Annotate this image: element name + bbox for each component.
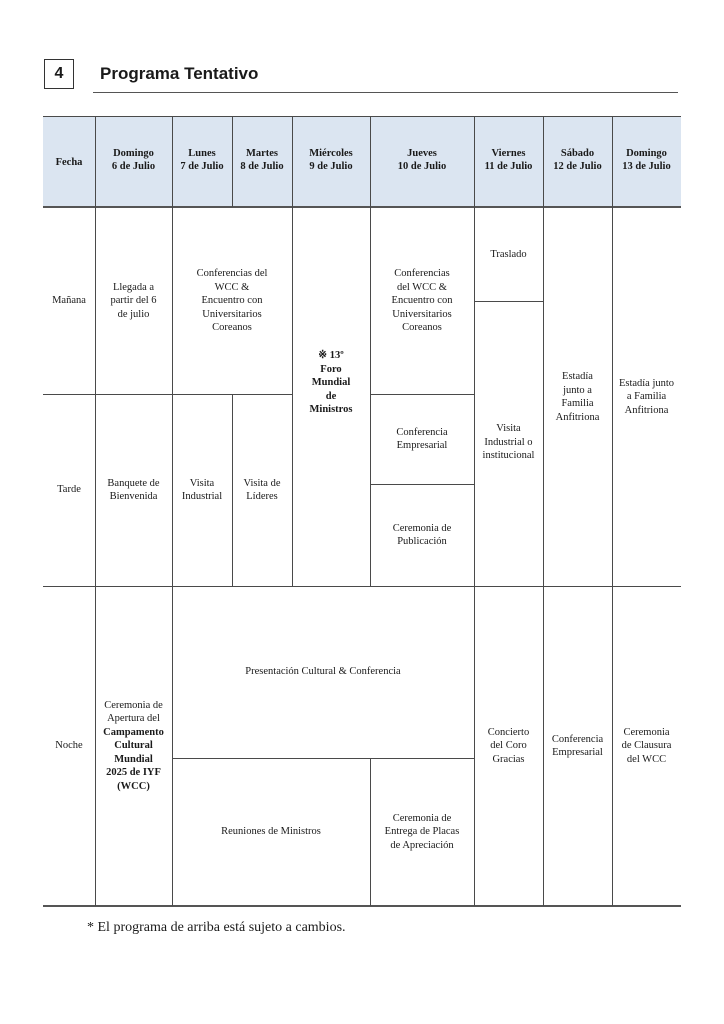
cell-sabado-conferencia: Conferencia Empresarial: [551, 733, 604, 758]
cell-martes-tarde: Visita de Líderes: [243, 477, 281, 502]
apertura-text: Ceremonia de Apertura del: [104, 699, 163, 725]
col-line-7: [543, 117, 544, 906]
header-viernes-11: Viernes 11 de Julio: [484, 148, 533, 172]
cell-jueves-manana: Conferencias del WCC & Encuentro con Universitarios Coreanos: [391, 268, 453, 334]
header-domingo-13: Domingo 13 de Julio: [622, 148, 671, 172]
cell-lunes-martes-manana: Conferencias del WCC & Encuentro con Universitarios Coreanos: [196, 268, 268, 334]
col-line-2: [172, 117, 173, 906]
row-divider-manana-tarde-b: [370, 394, 474, 395]
cell-viernes-traslado: Traslado: [490, 248, 527, 260]
cell-presentacion-cultural: Presentación Cultural & Conferencia: [245, 666, 401, 678]
cell-miercoles-foro: ※ 13º Foro Mundial de Ministros: [309, 350, 353, 416]
cell-domingo6-manana: Llegada a partir del 6 de julio: [110, 281, 157, 320]
header-domingo-6: Domingo 6 de Julio: [111, 148, 156, 172]
footnote: * El programa de arriba está sujeto a cambios.: [87, 920, 346, 935]
row-label-tarde: Tarde: [57, 484, 81, 496]
header-miercoles-9: Miércoles 9 de Julio: [309, 148, 353, 172]
cell-jueves-placas: Ceremonia de Entrega de Placas de Apreciación: [384, 812, 460, 851]
row-label-noche: Noche: [55, 740, 83, 752]
col-line-1: [95, 117, 96, 906]
col-line-6: [474, 117, 475, 906]
col-line-3-tarde: [232, 394, 233, 586]
divider-viernes-traslado: [474, 301, 543, 302]
cell-sabado-estadia: Estadía junto a Familia Anfitriona: [555, 371, 600, 423]
col-line-5-bottom: [370, 758, 371, 906]
campamento-text: Campamento Cultural Mundial 2025 de IYF (WCC): [103, 726, 164, 792]
col-line-4: [292, 117, 293, 586]
header-fecha: Fecha: [55, 156, 83, 168]
col-line-5-top: [370, 117, 371, 586]
cell-viernes-visita: Visita Industrial o institucional: [482, 423, 535, 462]
table-top-border: [43, 116, 681, 117]
header-bottom-border: [43, 206, 681, 208]
cell-domingo13-estadia: Estadía junto a Familia Anfitriona: [618, 377, 675, 416]
cell-domingo6-tarde: Banquete de Bienvenida: [107, 477, 160, 502]
cell-jueves-conferencia: Conferencia Empresarial: [396, 426, 448, 451]
cell-jueves-publicacion: Ceremonia de Publicación: [392, 522, 452, 547]
divider-noche-middle: [172, 758, 474, 759]
row-divider-tarde-noche: [43, 586, 681, 587]
cell-domingo6-noche: [95, 586, 172, 906]
cell-reuniones-ministros: Reuniones de Ministros: [221, 826, 321, 838]
header-lunes-7: Lunes 7 de Julio: [180, 148, 224, 172]
cell-viernes-concierto: Concierto del Coro Gracias: [487, 726, 530, 765]
row-label-manana: Mañana: [52, 295, 86, 307]
header-martes-8: Martes 8 de Julio: [240, 148, 284, 172]
col-line-8: [612, 117, 613, 906]
row-divider-manana-tarde-a: [43, 394, 292, 395]
cell-lunes-tarde: Visita Industrial: [181, 477, 223, 502]
divider-jueves-tarde: [370, 484, 474, 485]
header-jueves-10: Jueves 10 de Julio: [397, 148, 447, 172]
section-number-box: 4: [44, 59, 74, 89]
cell-domingo13-clausura: Ceremonia de Clausura del WCC: [621, 726, 672, 765]
col-line-3-header: [232, 117, 233, 207]
header-sabado-12: Sábado 12 de Julio: [553, 148, 602, 172]
table-bottom-border: [43, 905, 681, 907]
section-title: Programa Tentativo: [100, 64, 259, 83]
